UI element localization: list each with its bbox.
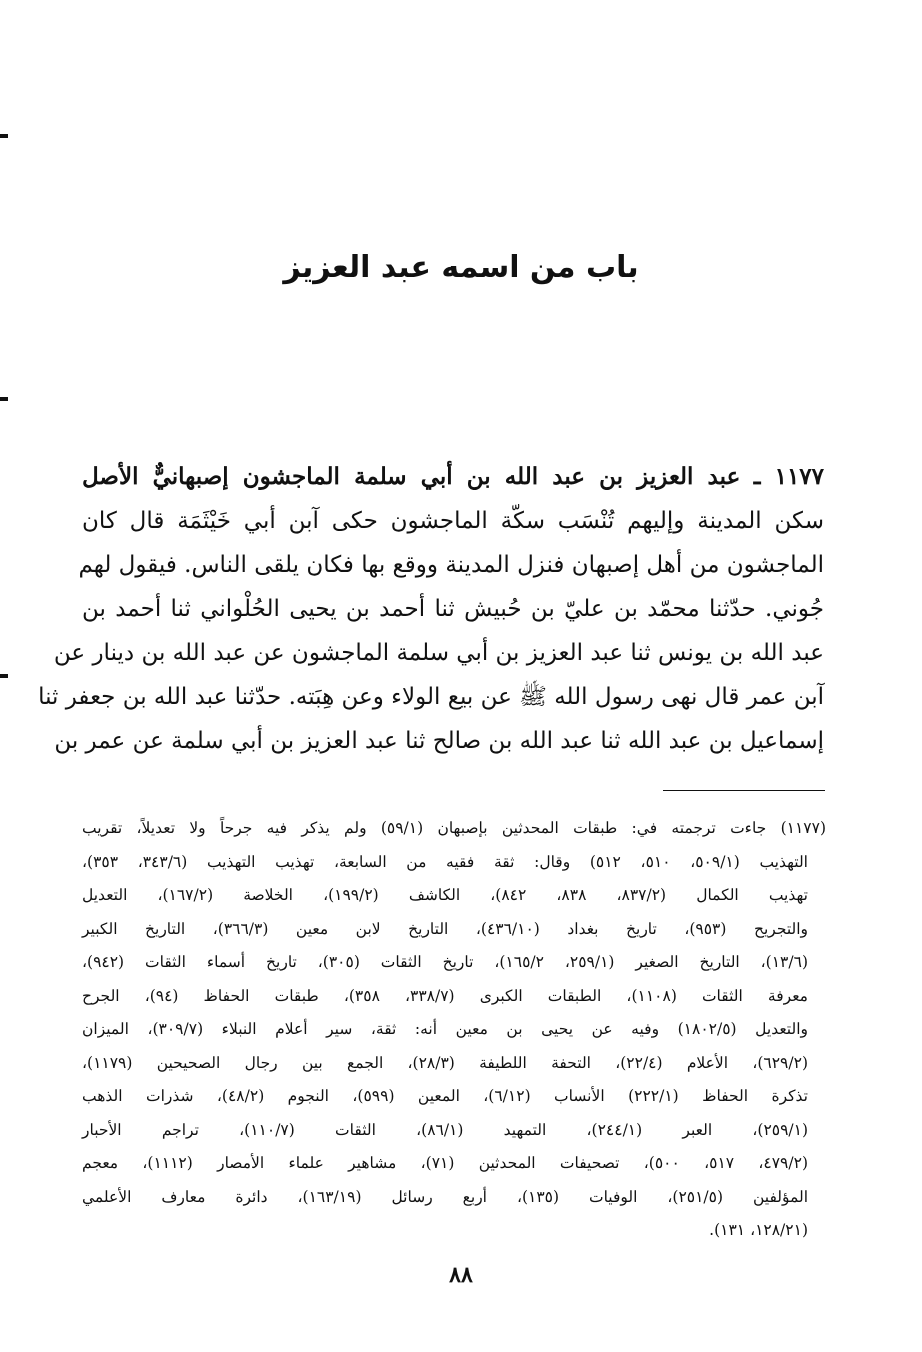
footnote-line: (١١٧٧) جاءت ترجمته في: طبقات المحدثين بإصبهان (٥٩/١) ولم يذكر فيه جرحاً ولا تعديلاً، تقريب bbox=[82, 819, 826, 837]
footnote-line: (١٣/٦)، التاريخ الصغير (٢٥٩/١، ١٦٥/٢)، تاريخ الثقات (٣٠٥)، تاريخ أسماء الثقات (٩٤٢)، bbox=[82, 953, 808, 971]
entry-line: سكن المدينة وإليهم تُنْسَب سكّة الماجشون حكى آبن أبي خَيْثَمَة قال كان bbox=[82, 508, 824, 534]
footnote-line: المؤلفين (٢٥١/٥)، الوفيات (١٣٥)، أربع رسائل (١٦٣/١٩)، دائرة معارف الأعلمي bbox=[82, 1187, 809, 1206]
page-number: ٨٨ bbox=[449, 1262, 473, 1288]
footnote-line: معرفة الثقات (١١٠٨)، الطبقات الكبرى (٣٣٨/٧، ٣٥٨)، طبقات الحفاظ (٩٤)، الجرح bbox=[82, 986, 808, 1005]
entry-heading-line bbox=[82, 455, 824, 499]
entry-line: عبد الله بن يونس ثنا عبد العزيز بن أبي سلمة الماجشون عن عبد الله بن دينار عن bbox=[53, 640, 824, 666]
footnote bbox=[82, 812, 826, 1248]
scan-edge-mark bbox=[0, 397, 8, 401]
entry-number: ١١٧٧ ـ bbox=[753, 463, 825, 490]
footnote-line: والتعديل (١٨٠٢/٥) وفيه عن يحيى بن معين أنه: ثقة، سير أعلام النبلاء (٣٠٩/٧)، الميزان bbox=[82, 1020, 808, 1038]
footnote-line: (٦٢٩/٢)، الأعلام (٢٢/٤)، التحفة اللطيفة (٢٨/٣)، الجمع بين رجال الصحيحين (١١٧٩)، bbox=[82, 1053, 808, 1072]
scan-edge-mark bbox=[0, 134, 8, 138]
footnote-line: تذكرة الحفاظ (٢٢٢/١) الأنساب (٦/١٢)، المعين (٥٩٩)، النجوم (٤٨/٢)، شذرات الذهب bbox=[82, 1087, 808, 1105]
entry-heading: عبد العزيز بن عبد الله بن أبي سلمة الماجشون إصبهانيٌّ الأصل bbox=[82, 463, 741, 490]
footnote-line: التهذيب (٥٠٩/١، ٥١٠، ٥١٢) وقال: ثقة فقيه من السابعة، تهذيب التهذيب (٣٤٣/٦، ٣٥٣)، bbox=[82, 852, 808, 871]
entry-line: جُوني. حدّثنا محمّد بن عليّ بن حُبيش ثنا أحمد بن يحيى الحُلْواني ثنا أحمد بن bbox=[82, 596, 824, 622]
footnote-line: (٢٥٩/١)، العبر (٢٤٤/١)، التمهيد (٨٦/١)، الثقات (١١٠/٧)، تراجم الأحبار bbox=[82, 1120, 809, 1139]
footnote-line: (١٢٨/٢١، ١٣١). bbox=[709, 1221, 808, 1239]
footnote-separator bbox=[663, 790, 825, 791]
entry-text bbox=[38, 455, 825, 763]
footnote-line: (٤٧٩/٢، ٥١٧، ٥٠٠)، تصحيفات المحدثين (٧١)، مشاهير علماء الأمصار (١١١٢)، معجم bbox=[82, 1154, 808, 1172]
entry-line: إسماعيل بن عبد الله ثنا عبد الله بن صالح ثنا عبد العزيز بن أبي سلمة عن عمر بن bbox=[54, 728, 824, 754]
entry-line: الماجشون من أهل إصبهان فنزل المدينة ووقع بها فكان يلقى الناس. فيقول لهم bbox=[78, 552, 824, 578]
chapter-title: باب من اسمه عبد العزيز bbox=[283, 250, 639, 285]
entry-line: آبن عمر قال نهى رسول الله ﷺ عن بيع الولاء وعن هِبَته. حدّثنا عبد الله بن جعفر ثنا bbox=[38, 684, 824, 710]
footnote-line: والتجريح (٩٥٣)، تاريخ بغداد (٤٣٦/١٠)، التاريخ لابن معين (٣٦٦/٣)، التاريخ الكبير bbox=[82, 919, 809, 938]
scan-edge-mark bbox=[0, 674, 8, 678]
footnote-line: تهذيب الكمال (٨٣٧/٢، ٨٣٨، ٨٤٢)، الكاشف (١٩٩/٢)، الخلاصة (١٦٧/٢)، التعديل bbox=[82, 886, 808, 904]
